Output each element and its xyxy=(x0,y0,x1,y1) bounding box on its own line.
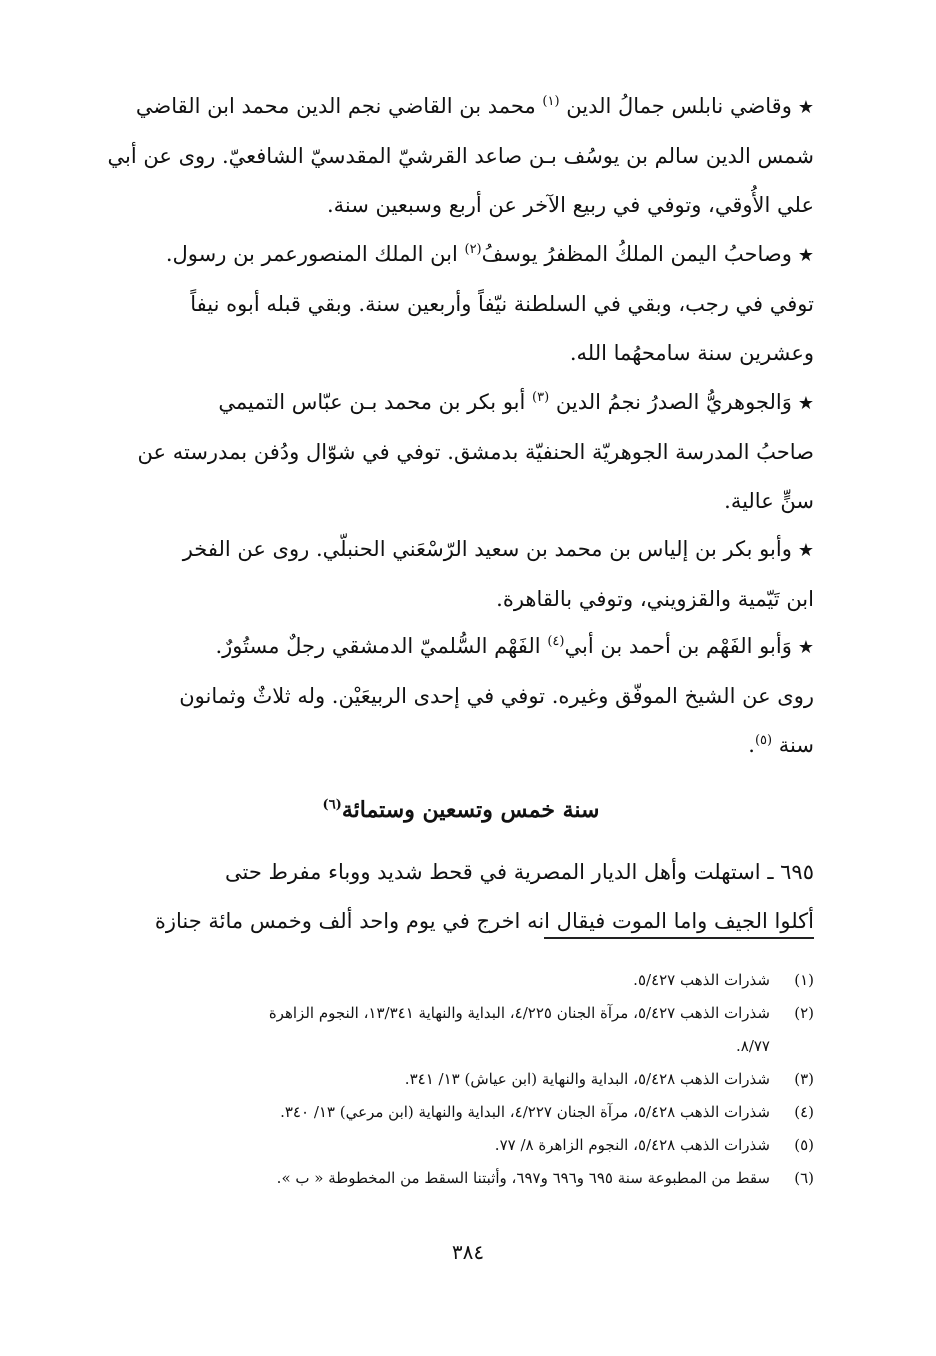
footnotes xyxy=(108,964,814,1195)
footnote-continuation xyxy=(108,1030,814,1063)
entry-line xyxy=(108,622,814,672)
footnote-number: (٢) xyxy=(794,1004,814,1022)
entry-text: وَالجوهريُّ الصدرُ نجمُ الدين xyxy=(555,390,792,414)
footnote-number: (٤) xyxy=(794,1103,814,1121)
footnote-ref: (٥) xyxy=(754,733,773,748)
footnote-ref: (٤) xyxy=(547,634,565,649)
entry-1 xyxy=(108,82,814,230)
year-line: ٦٩٥ ـ استهلت وأهل الديار المصرية في قحط شديد ووباء مفرط حتى xyxy=(225,860,814,884)
entry-text: وصاحبُ اليمن الملكُ المظفرُ يوسفُ xyxy=(481,242,792,266)
page-number: ٣٨٤ xyxy=(451,1240,485,1264)
footnote-number: (٦) xyxy=(794,1169,814,1187)
year-line: أكلوا الجيف واما الموت فيقال انه اخرج في يوم واحد ألف وخمس مائة جنازة xyxy=(154,909,814,933)
entry-5 xyxy=(108,622,814,770)
entry-text: محمد بن القاضي نجم الدين محمد ابن القاضي xyxy=(135,94,536,118)
footnote-ref: (٢) xyxy=(464,242,482,257)
entry-text: وأبو بكر بن إلياس بن محمد بن سعيد الرّسْعَني الحنبلّي. روى عن الفخر xyxy=(182,537,792,561)
entry-line xyxy=(108,230,814,280)
year-heading xyxy=(108,790,814,830)
entry-line: شمس الدين سالم بن يوسُف بـن صاعد القرشيّ المقدسيّ الشافعيّ. روى عن أبي xyxy=(108,144,814,168)
star-icon: ★ xyxy=(797,540,814,561)
footnote-divider xyxy=(544,937,814,939)
entry-text: أبو بكر بن محمد بـن عبّاس التميمي xyxy=(218,390,526,414)
footnote xyxy=(108,964,814,997)
footnote-ref: (٦) xyxy=(322,797,342,813)
footnote-text: شذرات الذهب ٥/٤٢٨، مرآة الجنان ٤/٢٢٧، البداية والنهاية (ابن مرعي) ١٣/ ٣٤٠. xyxy=(280,1103,770,1121)
footnote-number: (١) xyxy=(794,971,814,989)
entry-line xyxy=(108,525,814,575)
entry-line: صاحبُ المدرسة الجوهريّة الحنفيّة بدمشق. توفي في شوّال ودُفن بمدرسته عن xyxy=(137,440,814,464)
star-icon: ★ xyxy=(797,637,814,658)
entry-3 xyxy=(108,378,814,526)
star-icon: ★ xyxy=(797,393,814,414)
footnote-text: ٨/٧٧. xyxy=(735,1037,770,1055)
footnote xyxy=(108,1063,814,1096)
footnote-number: (٣) xyxy=(794,1070,814,1088)
year-entry xyxy=(108,848,814,946)
footnote-text: شذرات الذهب ٥/٤٢٨، النجوم الزاهرة ٨/ ٧٧. xyxy=(494,1136,770,1154)
footnote-text: سقط من المطبوعة سنة ٦٩٥ و٦٩٦ و٦٩٧، وأثبتنا السقط من المخطوطة « ب ». xyxy=(276,1169,770,1187)
footnote-text: شذرات الذهب ٥/٤٢٨، البداية والنهاية (ابن عياش) ١٣/ ٣٤١. xyxy=(404,1070,770,1088)
entry-line: روى عن الشيخ الموفّق وغيره. توفي في إحدى الربيعَيْن. وله ثلاثٌ وثمانون xyxy=(179,684,814,708)
entry-line: وعشرين سنة سامحهُما الله. xyxy=(569,341,814,365)
footnote-text: شذرات الذهب ٥/٤٢٧. xyxy=(633,971,770,989)
entry-line: علي الأُوقي، وتوفي في ربيع الآخر عن أربع وسبعين سنة. xyxy=(326,193,814,217)
footnote xyxy=(108,1129,814,1162)
entry-text: سنة xyxy=(778,733,814,757)
footnote xyxy=(108,997,814,1030)
entry-4 xyxy=(108,525,814,624)
entry-text: الفَهْم السُّلميّ الدمشقي رجلٌ مستُورٌ. xyxy=(215,634,541,658)
entry-line: ابن تَيّمية والقزويني، وتوفي بالقاهرة. xyxy=(496,587,814,611)
entry-text: وَأبو الفَهْم بن أحمد بن أبي xyxy=(564,634,792,658)
entry-line: سنة $^{(٥)}$. xyxy=(748,733,814,757)
footnote xyxy=(108,1096,814,1129)
footnote-ref: (١) xyxy=(542,94,560,109)
footnote xyxy=(108,1162,814,1195)
entry-2 xyxy=(108,230,814,378)
footnote-ref: (٣) xyxy=(532,390,550,405)
entry-line: سنٍّ عالية. xyxy=(724,489,814,513)
star-icon: ★ xyxy=(797,245,814,266)
footnote-number: (٥) xyxy=(794,1136,814,1154)
entry-text: ابن الملك المنصورعمر بن رسول. xyxy=(165,242,458,266)
footnote-text: شذرات الذهب ٥/٤٢٧، مرآة الجنان ٤/٢٢٥، البداية والنهاية ١٣/٣٤١، النجوم الزاهرة xyxy=(268,1004,770,1022)
entry-line xyxy=(108,82,814,132)
star-icon: ★ xyxy=(797,97,814,118)
heading-text: سنة خمس وتسعين وستمائة xyxy=(341,797,600,823)
entry-line: توفي في رجب، وبقي في السلطنة نيّفاً وأربعين سنة. وبقي قبله أبوه نيفاً xyxy=(190,292,814,316)
entry-text: وقاضي نابلس جمالُ الدين xyxy=(566,94,792,118)
entry-line xyxy=(108,378,814,428)
